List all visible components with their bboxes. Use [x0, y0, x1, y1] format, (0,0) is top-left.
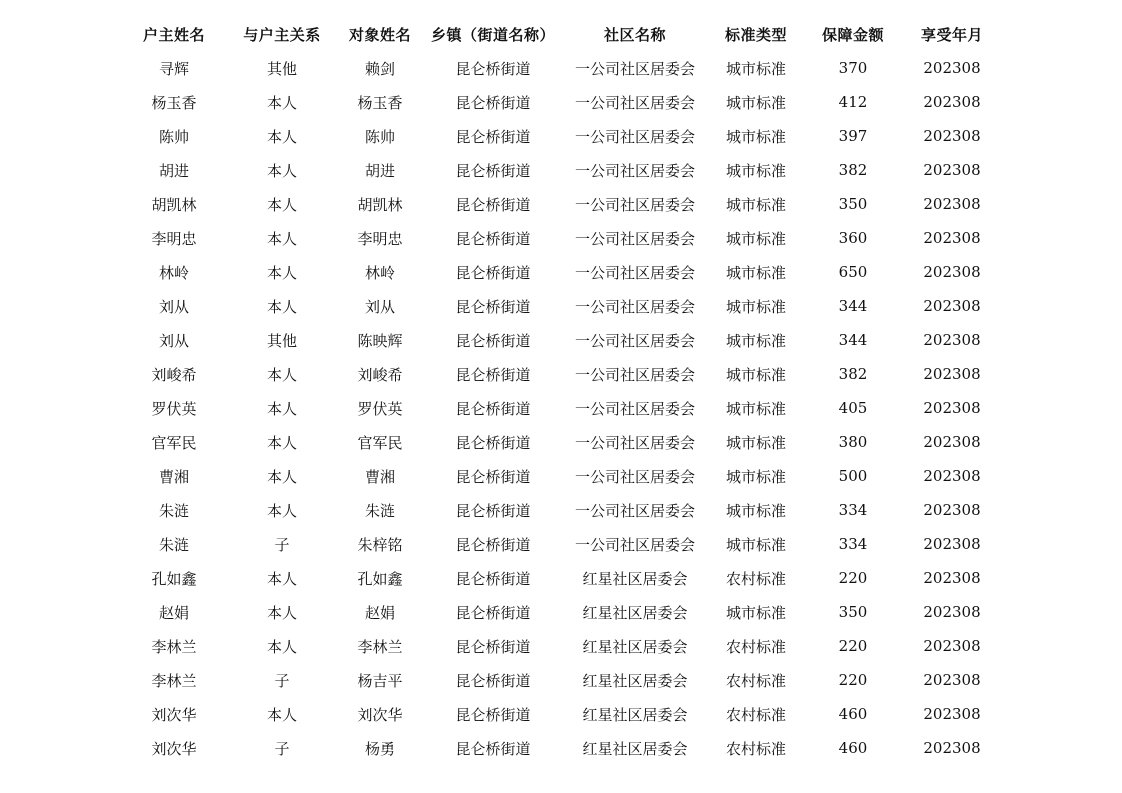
cell-standard-type: 城市标准	[725, 161, 786, 180]
cell-standard-type: 农村标准	[725, 637, 786, 656]
cell-householder-name: 李明忠	[151, 229, 197, 248]
cell-community: 红星社区居委会	[582, 603, 688, 622]
cell-amount: 500	[838, 467, 868, 485]
cell-householder-name: 刘从	[158, 297, 189, 316]
cell-standard-type: 农村标准	[725, 739, 786, 758]
cell-township: 昆仑桥街道	[455, 365, 531, 384]
cell-amount: 344	[838, 297, 868, 315]
cell-month: 202308	[923, 195, 981, 213]
header-householder-name: 户主姓名	[142, 25, 205, 44]
cell-recipient-name: 曹湘	[364, 467, 395, 486]
cell-relation: 本人	[266, 399, 297, 418]
cell-householder-name: 曹湘	[158, 467, 189, 486]
cell-relation: 子	[274, 671, 290, 690]
recipient-table	[118, 17, 1000, 765]
table-row	[118, 119, 1000, 153]
cell-township: 昆仑桥街道	[455, 297, 531, 316]
cell-township: 昆仑桥街道	[455, 637, 531, 656]
header-month: 享受年月	[920, 25, 983, 44]
cell-relation: 本人	[266, 603, 297, 622]
cell-relation: 本人	[266, 161, 297, 180]
cell-householder-name: 胡进	[158, 161, 189, 180]
header-recipient-name: 对象姓名	[348, 25, 411, 44]
cell-township: 昆仑桥街道	[455, 161, 531, 180]
cell-amount: 350	[838, 603, 868, 621]
cell-month: 202308	[923, 93, 981, 111]
cell-relation: 本人	[266, 365, 297, 384]
cell-standard-type: 城市标准	[725, 127, 786, 146]
cell-township: 昆仑桥街道	[455, 433, 531, 452]
cell-standard-type: 城市标准	[725, 467, 786, 486]
table-row	[118, 629, 1000, 663]
cell-month: 202308	[923, 739, 981, 757]
table-row	[118, 697, 1000, 731]
cell-township: 昆仑桥街道	[455, 501, 531, 520]
cell-community: 一公司社区居委会	[574, 331, 695, 350]
table-row	[118, 663, 1000, 697]
cell-township: 昆仑桥街道	[455, 705, 531, 724]
cell-householder-name: 朱涟	[158, 501, 189, 520]
cell-householder-name: 孔如鑫	[151, 569, 197, 588]
cell-amount: 412	[838, 93, 868, 111]
cell-recipient-name: 陈映辉	[357, 331, 403, 350]
header-amount: 保障金额	[821, 25, 884, 44]
cell-standard-type: 城市标准	[725, 263, 786, 282]
cell-householder-name: 赵娟	[158, 603, 189, 622]
cell-amount: 350	[838, 195, 868, 213]
cell-standard-type: 城市标准	[725, 365, 786, 384]
cell-month: 202308	[923, 705, 981, 723]
table-row	[118, 85, 1000, 119]
cell-community: 一公司社区居委会	[574, 501, 695, 520]
cell-recipient-name: 罗伏英	[357, 399, 403, 418]
cell-standard-type: 城市标准	[725, 331, 786, 350]
cell-community: 红星社区居委会	[582, 705, 688, 724]
cell-relation: 本人	[266, 569, 297, 588]
cell-community: 一公司社区居委会	[574, 535, 695, 554]
cell-recipient-name: 刘次华	[357, 705, 403, 724]
table-row	[118, 153, 1000, 187]
cell-month: 202308	[923, 331, 981, 349]
cell-householder-name: 杨玉香	[151, 93, 197, 112]
table-header-row	[118, 17, 1000, 51]
table-row	[118, 595, 1000, 629]
cell-householder-name: 寻辉	[158, 59, 189, 78]
cell-month: 202308	[923, 671, 981, 689]
cell-standard-type: 城市标准	[725, 399, 786, 418]
cell-recipient-name: 杨勇	[364, 739, 395, 758]
header-township: 乡镇（街道名称）	[430, 25, 555, 44]
cell-community: 红星社区居委会	[582, 739, 688, 758]
cell-amount: 370	[838, 59, 868, 77]
cell-township: 昆仑桥街道	[455, 263, 531, 282]
cell-recipient-name: 林岭	[364, 263, 395, 282]
cell-relation: 其他	[266, 59, 297, 78]
cell-recipient-name: 刘峻希	[357, 365, 403, 384]
cell-township: 昆仑桥街道	[455, 603, 531, 622]
cell-month: 202308	[923, 569, 981, 587]
cell-householder-name: 林岭	[158, 263, 189, 282]
cell-community: 红星社区居委会	[582, 569, 688, 588]
cell-month: 202308	[923, 535, 981, 553]
cell-community: 一公司社区居委会	[574, 161, 695, 180]
cell-month: 202308	[923, 127, 981, 145]
cell-community: 一公司社区居委会	[574, 229, 695, 248]
cell-standard-type: 城市标准	[725, 59, 786, 78]
cell-township: 昆仑桥街道	[455, 739, 531, 758]
cell-month: 202308	[923, 637, 981, 655]
cell-relation: 本人	[266, 263, 297, 282]
cell-householder-name: 李林兰	[151, 637, 197, 656]
cell-township: 昆仑桥街道	[455, 93, 531, 112]
cell-amount: 360	[838, 229, 868, 247]
table-body	[118, 51, 1000, 765]
cell-month: 202308	[923, 297, 981, 315]
cell-community: 一公司社区居委会	[574, 467, 695, 486]
cell-recipient-name: 胡进	[364, 161, 395, 180]
cell-standard-type: 城市标准	[725, 195, 786, 214]
cell-township: 昆仑桥街道	[455, 127, 531, 146]
cell-community: 一公司社区居委会	[574, 59, 695, 78]
cell-recipient-name: 赵娟	[364, 603, 395, 622]
cell-community: 一公司社区居委会	[574, 365, 695, 384]
table-row	[118, 731, 1000, 765]
cell-township: 昆仑桥街道	[455, 569, 531, 588]
cell-relation: 本人	[266, 195, 297, 214]
cell-amount: 220	[838, 637, 868, 655]
header-relation: 与户主关系	[243, 25, 321, 44]
table-row	[118, 187, 1000, 221]
cell-township: 昆仑桥街道	[455, 535, 531, 554]
cell-community: 一公司社区居委会	[574, 195, 695, 214]
cell-month: 202308	[923, 399, 981, 417]
cell-householder-name: 李林兰	[151, 671, 197, 690]
cell-amount: 334	[838, 535, 868, 553]
cell-standard-type: 城市标准	[725, 535, 786, 554]
cell-standard-type: 城市标准	[725, 229, 786, 248]
cell-community: 一公司社区居委会	[574, 127, 695, 146]
cell-householder-name: 罗伏英	[151, 399, 197, 418]
cell-community: 红星社区居委会	[582, 671, 688, 690]
cell-householder-name: 胡凯林	[151, 195, 197, 214]
table-row	[118, 493, 1000, 527]
cell-month: 202308	[923, 161, 981, 179]
table-row	[118, 357, 1000, 391]
cell-householder-name: 刘次华	[151, 705, 197, 724]
cell-relation: 本人	[266, 297, 297, 316]
cell-amount: 650	[838, 263, 868, 281]
table-row	[118, 425, 1000, 459]
table-row	[118, 391, 1000, 425]
cell-month: 202308	[923, 263, 981, 281]
cell-amount: 220	[838, 671, 868, 689]
cell-relation: 本人	[266, 467, 297, 486]
cell-recipient-name: 孔如鑫	[357, 569, 403, 588]
header-standard-type: 标准类型	[724, 25, 787, 44]
cell-relation: 子	[274, 739, 290, 758]
cell-community: 一公司社区居委会	[574, 433, 695, 452]
cell-month: 202308	[923, 229, 981, 247]
cell-amount: 220	[838, 569, 868, 587]
cell-month: 202308	[923, 467, 981, 485]
cell-amount: 344	[838, 331, 868, 349]
cell-standard-type: 城市标准	[725, 93, 786, 112]
cell-month: 202308	[923, 603, 981, 621]
cell-standard-type: 城市标准	[725, 297, 786, 316]
cell-township: 昆仑桥街道	[455, 331, 531, 350]
cell-community: 一公司社区居委会	[574, 297, 695, 316]
cell-recipient-name: 刘从	[364, 297, 395, 316]
cell-relation: 本人	[266, 433, 297, 452]
cell-recipient-name: 李林兰	[357, 637, 403, 656]
cell-recipient-name: 陈帅	[364, 127, 395, 146]
cell-relation: 子	[274, 535, 290, 554]
cell-relation: 本人	[266, 501, 297, 520]
cell-recipient-name: 杨吉平	[357, 671, 403, 690]
cell-householder-name: 刘从	[158, 331, 189, 350]
cell-relation: 本人	[266, 637, 297, 656]
cell-month: 202308	[923, 501, 981, 519]
cell-amount: 460	[838, 705, 868, 723]
header-community: 社区名称	[603, 25, 666, 44]
table-row	[118, 51, 1000, 85]
cell-month: 202308	[923, 365, 981, 383]
cell-township: 昆仑桥街道	[455, 195, 531, 214]
cell-relation: 其他	[266, 331, 297, 350]
cell-amount: 334	[838, 501, 868, 519]
cell-community: 一公司社区居委会	[574, 93, 695, 112]
cell-relation: 本人	[266, 93, 297, 112]
cell-community: 红星社区居委会	[582, 637, 688, 656]
cell-recipient-name: 赖剑	[364, 59, 395, 78]
cell-standard-type: 农村标准	[725, 671, 786, 690]
cell-community: 一公司社区居委会	[574, 263, 695, 282]
cell-township: 昆仑桥街道	[455, 467, 531, 486]
cell-amount: 382	[838, 161, 868, 179]
cell-month: 202308	[923, 59, 981, 77]
cell-township: 昆仑桥街道	[455, 671, 531, 690]
cell-relation: 本人	[266, 705, 297, 724]
cell-relation: 本人	[266, 229, 297, 248]
cell-amount: 380	[838, 433, 868, 451]
cell-community: 一公司社区居委会	[574, 399, 695, 418]
cell-standard-type: 城市标准	[725, 603, 786, 622]
table-row	[118, 527, 1000, 561]
cell-recipient-name: 李明忠	[357, 229, 403, 248]
cell-recipient-name: 朱梓铭	[357, 535, 403, 554]
table-row	[118, 289, 1000, 323]
cell-householder-name: 朱涟	[158, 535, 189, 554]
cell-standard-type: 农村标准	[725, 569, 786, 588]
cell-standard-type: 农村标准	[725, 705, 786, 724]
table-row	[118, 459, 1000, 493]
cell-standard-type: 城市标准	[725, 433, 786, 452]
table-row	[118, 323, 1000, 357]
cell-recipient-name: 朱涟	[364, 501, 395, 520]
cell-recipient-name: 杨玉香	[357, 93, 403, 112]
cell-householder-name: 陈帅	[158, 127, 189, 146]
table-row	[118, 561, 1000, 595]
cell-recipient-name: 官军民	[357, 433, 403, 452]
cell-township: 昆仑桥街道	[455, 229, 531, 248]
cell-township: 昆仑桥街道	[455, 399, 531, 418]
cell-recipient-name: 胡凯林	[357, 195, 403, 214]
cell-householder-name: 官军民	[151, 433, 197, 452]
cell-month: 202308	[923, 433, 981, 451]
cell-householder-name: 刘峻希	[151, 365, 197, 384]
cell-amount: 460	[838, 739, 868, 757]
cell-householder-name: 刘次华	[151, 739, 197, 758]
cell-relation: 本人	[266, 127, 297, 146]
cell-amount: 405	[838, 399, 868, 417]
table-row	[118, 221, 1000, 255]
cell-standard-type: 城市标准	[725, 501, 786, 520]
table-row	[118, 255, 1000, 289]
cell-amount: 397	[838, 127, 868, 145]
cell-township: 昆仑桥街道	[455, 59, 531, 78]
cell-amount: 382	[838, 365, 868, 383]
